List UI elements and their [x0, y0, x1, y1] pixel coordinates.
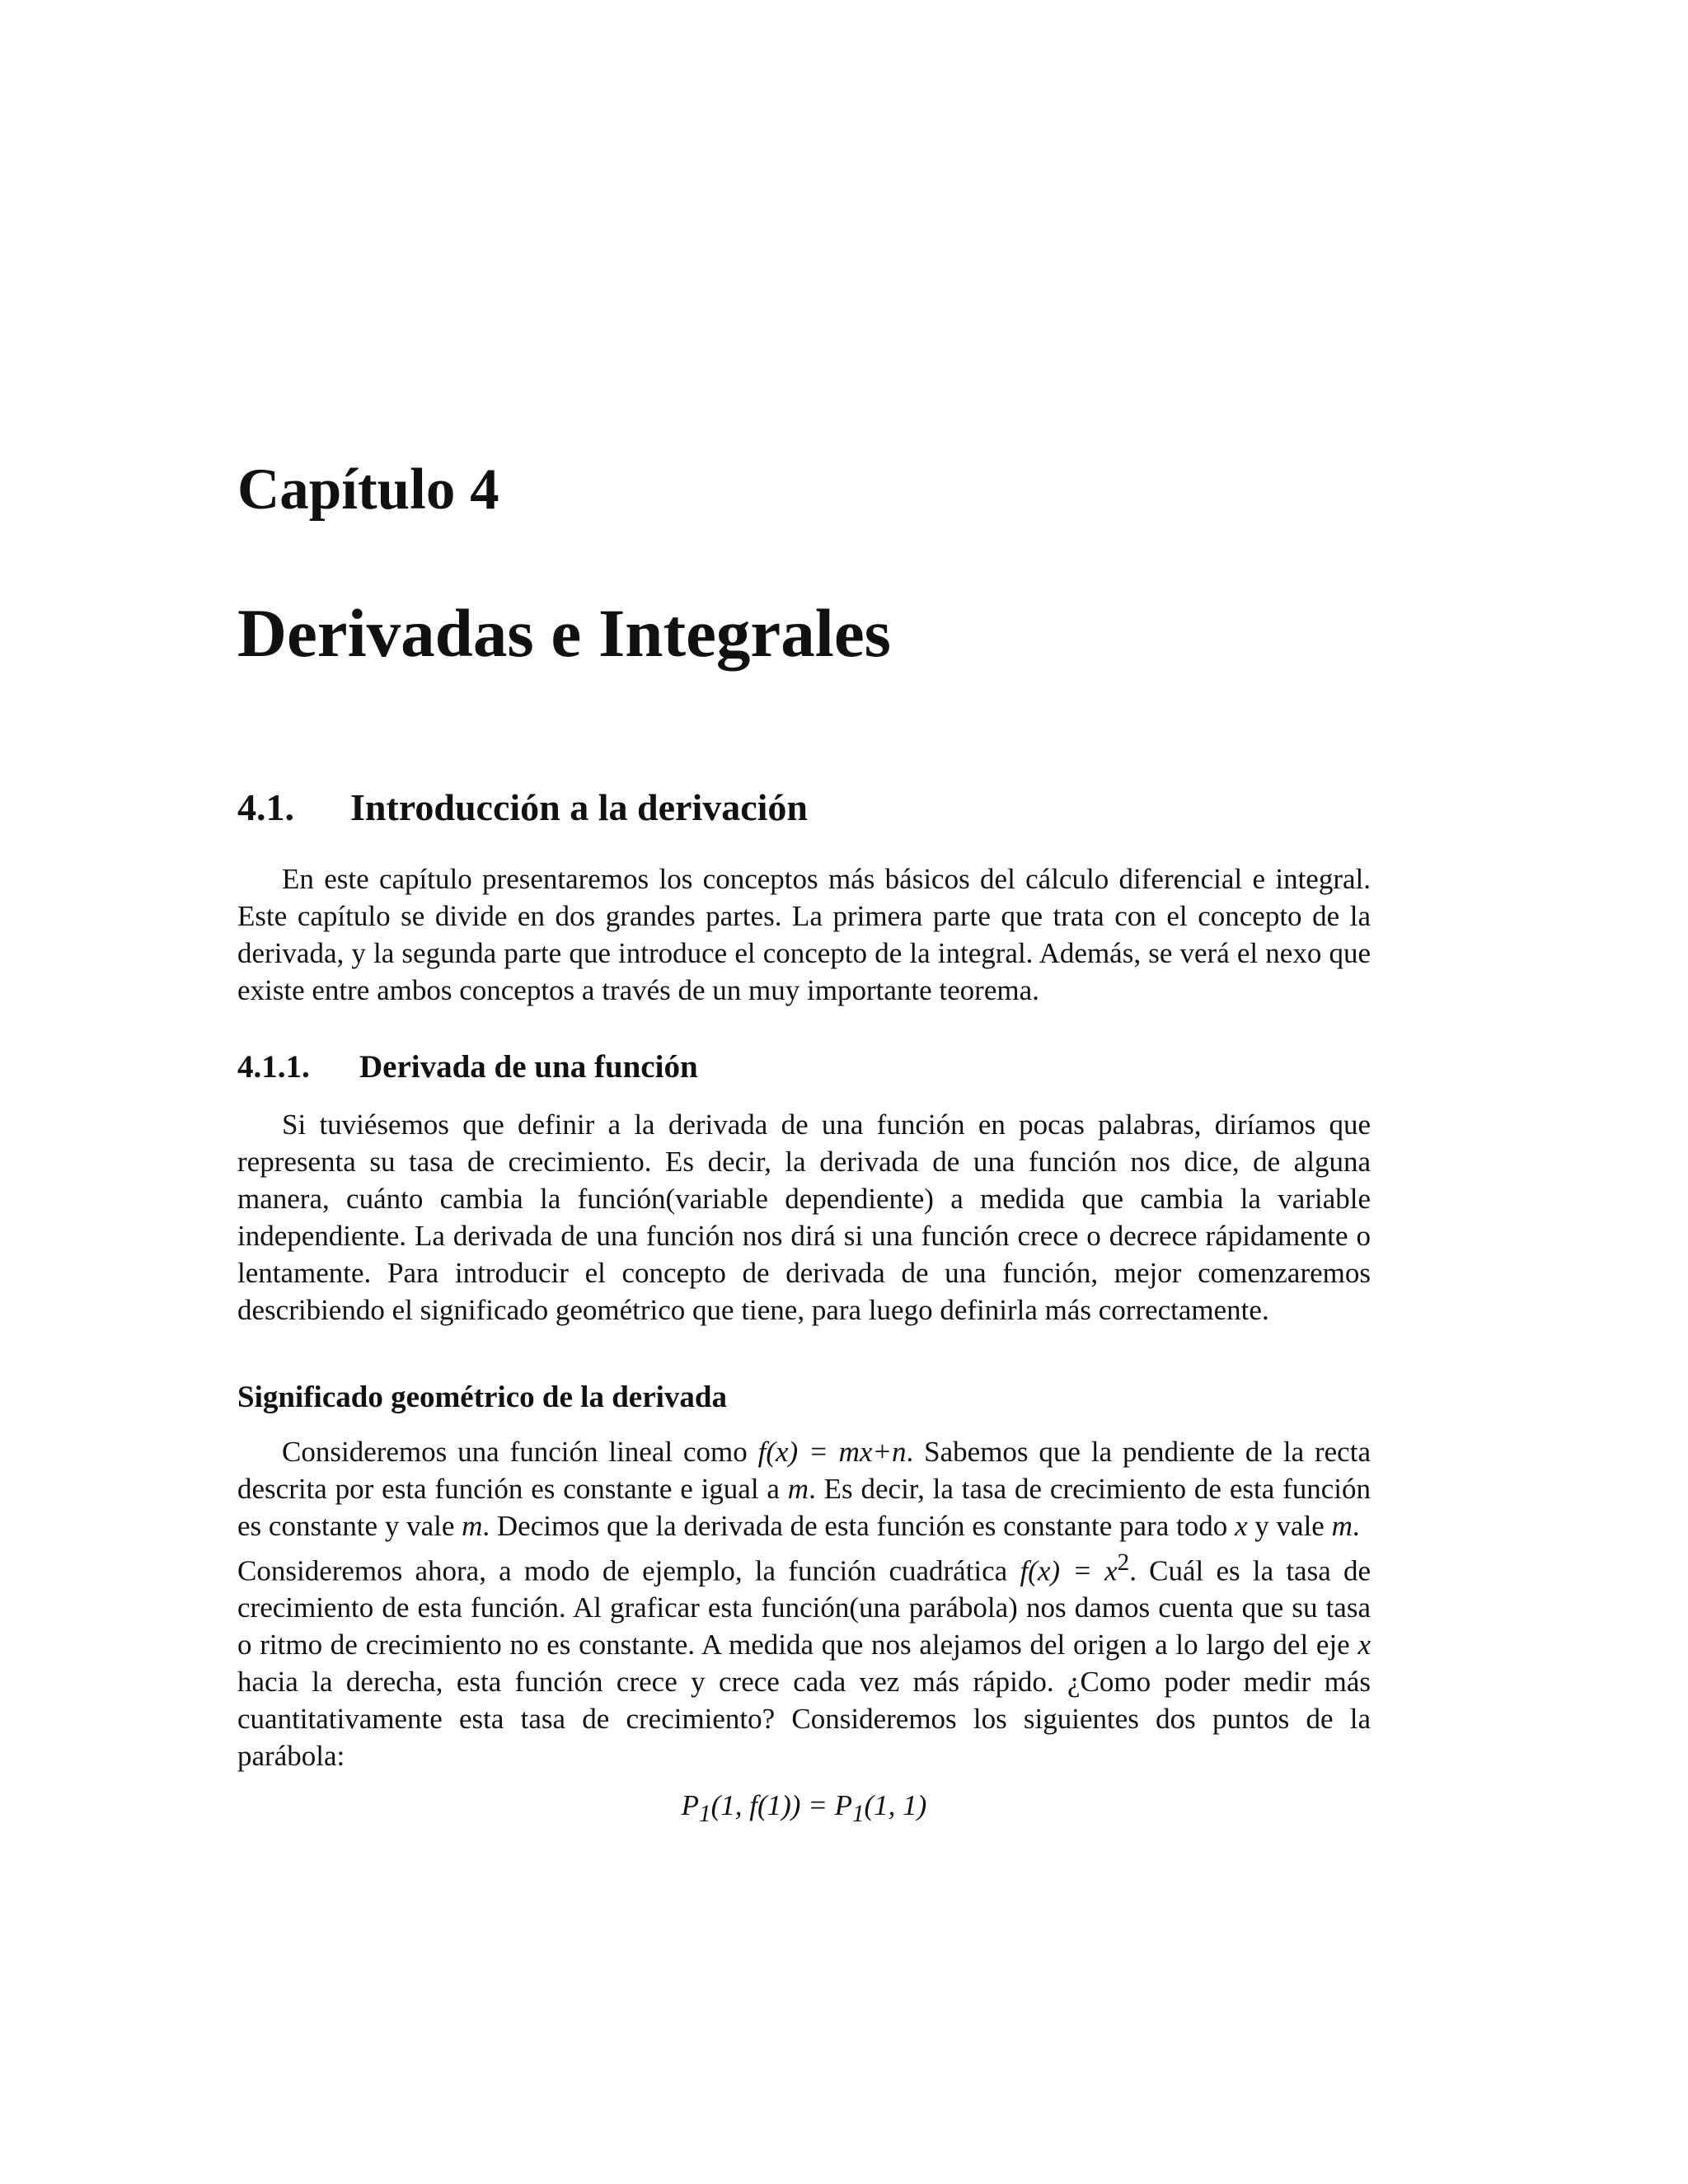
math-inline: m: [787, 1472, 809, 1505]
text-run: .: [1352, 1509, 1360, 1542]
chapter-label: Capítulo 4: [237, 457, 499, 522]
page-content: [237, 457, 1371, 1828]
formula-part: P: [681, 1789, 700, 1822]
formula-part: (1, f(1)) = P: [710, 1789, 852, 1822]
math-inline: f(x) = x: [1020, 1554, 1118, 1587]
math-inline: m: [462, 1509, 483, 1542]
math-inline: m: [1331, 1509, 1353, 1542]
subsection-title: Derivada de una función: [359, 1048, 698, 1085]
section-paragraph: En este capítulo presentaremos los conceptos más básicos del cálculo diferencial e integral. Este capítulo se divide en dos grandes partes. La primera parte que trata con el concepto de la derivada, y la segunda parte que introduce el concepto de la integral. Además, se verá el nexo que existe entre ambos conceptos a través de un muy importante teorema.: [237, 862, 1371, 1006]
math-inline: x: [1235, 1509, 1248, 1542]
section-number: 4.1.: [237, 786, 294, 829]
linear-function-paragraph: [237, 1433, 1371, 1544]
text-run: . Es decir, la tasa de crecimiento de esta función es constante y vale: [237, 1472, 1371, 1542]
text-run: Consideremos ahora, a modo de ejemplo, la función cuadrática: [237, 1554, 1020, 1587]
subsection-paragraph: Si tuviésemos que definir a la derivada de una función en pocas palabras, diríamos que representa su tasa de crecimiento. Es decir, la derivada de una función nos dice, de alguna manera, cuánto cambia la función(variable dependiente) a medida que cambia la variable independiente. La derivada de una función nos dirá si una función crece o decrece rápidamente o lentamente. Para introducir el concepto de derivada de una función, mejor comenzaremos describiendo el significado geométrico que tiene, para luego definirla más correctamente.: [237, 1108, 1371, 1327]
math-superscript: 2: [1117, 1549, 1130, 1576]
display-formula: [237, 1789, 1371, 1828]
math-inline: f(x) = mx+n: [757, 1435, 907, 1468]
text-run: y vale: [1247, 1509, 1332, 1542]
text-run: . Decimos que la derivada de esta función es constante para todo: [482, 1509, 1235, 1542]
subsection-heading: [237, 1048, 1371, 1087]
text-run: Consideremos una función lineal como: [282, 1435, 758, 1468]
section-heading: [237, 785, 1371, 830]
chapter-title: Derivadas e Integrales: [237, 595, 891, 672]
subsection-number: 4.1.1.: [237, 1048, 310, 1085]
math-inline: x: [1357, 1629, 1371, 1661]
paragraph-heading: Significado geométrico de la derivada: [237, 1380, 727, 1415]
formula-part: (1, 1): [864, 1789, 927, 1822]
formula-subscript: 1: [851, 1801, 865, 1828]
text-run: . Sabemos que la pendiente de la recta descrita por esta función es constante e igual a: [237, 1435, 1371, 1505]
formula-subscript: 1: [699, 1801, 711, 1828]
section-title: Introducción a la derivación: [350, 786, 809, 829]
text-run: . Cuál es la tasa de crecimiento de esta función. Al graficar esta función(una parábola) nos damos cuenta que su tasa o ritmo de crecimiento no es constante. A medida que nos alejamos del origen a lo largo del eje: [237, 1554, 1371, 1661]
text-run: hacia la derecha, esta función crece y crece cada vez más rápido. ¿Como poder medir más cuantitativamente esta tasa de crecimiento? Consideremos los siguientes dos puntos de la parábola:: [237, 1666, 1371, 1773]
quadratic-function-paragraph: [237, 1544, 1371, 1775]
